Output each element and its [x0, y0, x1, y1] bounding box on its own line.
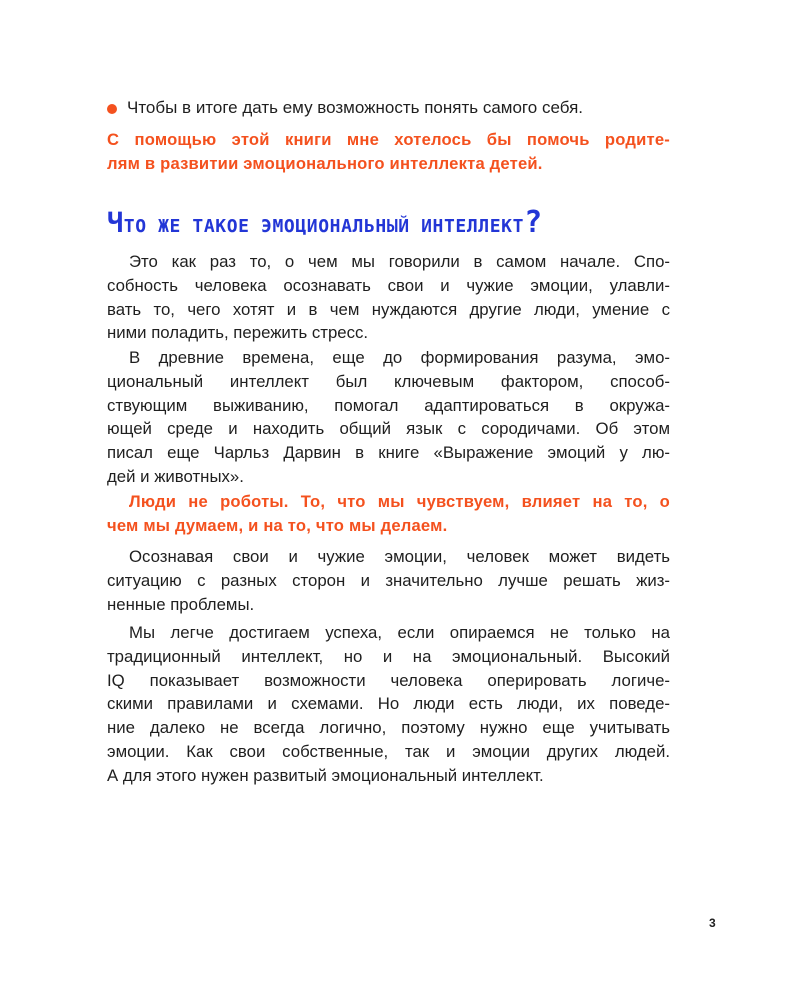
heading-question-mark: ?	[524, 205, 543, 240]
paragraph-line: ними поладить, пережить стресс.	[107, 323, 369, 343]
bullet-item	[107, 96, 670, 120]
paragraph-line: Осознавая свои и чужие эмоции, человек может видеть	[129, 547, 670, 566]
paragraph-line: ненные проблемы.	[107, 594, 255, 614]
emphasis-line: С помощью этой книги мне хотелось бы помочь родите-	[107, 130, 670, 149]
paragraph-line: А для этого нужен развитый эмоциональный интеллект.	[107, 765, 544, 785]
paragraph-line: писал еще Чарльз Дарвин в книге «Выражение эмоций у лю-	[107, 443, 670, 463]
paragraph-line: ющей среде и находить общий язык с сородичами. Об этом	[107, 419, 670, 439]
paragraph-3	[107, 545, 670, 616]
paragraph-line: дей и животных».	[107, 466, 244, 486]
bullet-dot-icon	[107, 104, 117, 114]
paragraph-line: собность человека осознавать свои и чужие эмоции, улавли-	[107, 275, 670, 295]
paragraph-1	[107, 250, 670, 345]
paragraph-line: скими правилами и схемами. Но люди есть люди, их поведе-	[107, 694, 670, 714]
emphasis-callout-2	[107, 490, 670, 538]
emphasis-line: чем мы думаем, и на то, что мы делаем.	[107, 516, 448, 535]
heading-text: ТО ЖЕ ТАКОЕ ЭМОЦИОНАЛЬНЫЙ ИНТЕЛЛЕКТ	[123, 216, 525, 237]
section-heading	[107, 205, 543, 242]
emphasis-callout-1	[107, 128, 670, 176]
paragraph-line: эмоции. Как свои собственные, так и эмоции других людей.	[107, 741, 670, 761]
paragraph-line: IQ показывает возможности человека оперировать логиче-	[107, 670, 670, 690]
emphasis-line: лям в развитии эмоционального интеллекта детей.	[107, 154, 543, 173]
paragraph-line: ние далеко не всегда логично, поэтому нужно еще учитывать	[107, 718, 670, 738]
paragraph-line: В древние времена, еще до формирования разума, эмо-	[129, 348, 670, 367]
paragraph-line: вать то, чего хотят и в чем нуждаются другие люди, умение с	[107, 299, 670, 319]
paragraph-line: Это как раз то, о чем мы говорили в самом начале. Спо-	[129, 252, 670, 271]
heading-initial: Ч	[107, 208, 124, 239]
paragraph-line: традиционный интеллект, но и на эмоциональный. Высокий	[107, 646, 670, 666]
paragraph-line: ситуацию с разных сторон и значительно лучше решать жиз-	[107, 570, 670, 590]
page-content	[107, 96, 670, 785]
bullet-text: Чтобы в итоге дать ему возможность понять самого себя.	[127, 98, 583, 117]
page-number: 3	[709, 916, 716, 930]
paragraph-line: ствующим выживанию, помогал адаптироваться в окружа-	[107, 395, 670, 415]
paragraph-2	[107, 346, 670, 489]
emphasis-line: Люди не роботы. То, что мы чувствуем, влияет на то, о	[129, 492, 670, 511]
paragraph-line: циональный интеллект был ключевым фактором, способ-	[107, 371, 670, 391]
paragraph-line: Мы легче достигаем успеха, если опираемся не только на	[129, 623, 670, 642]
paragraph-4	[107, 621, 670, 788]
